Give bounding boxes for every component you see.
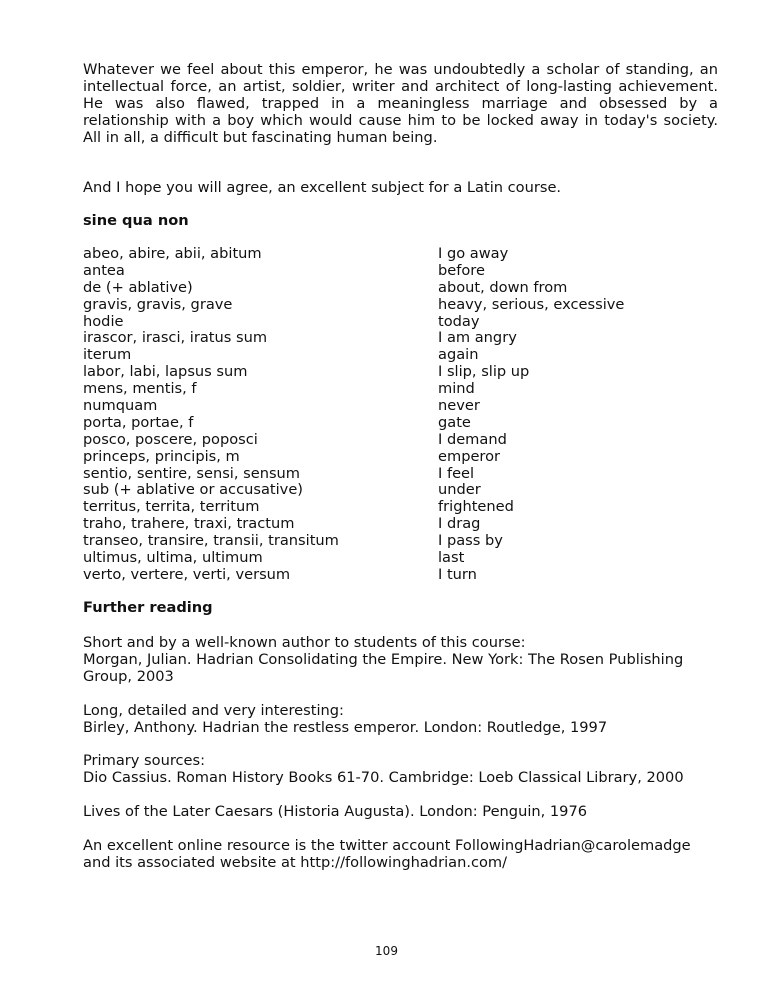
short-reading-intro: Short and by a well-known author to students of this course:: [83, 634, 526, 651]
vocab-latin: traho, trahere, traxi, tractum: [83, 515, 295, 533]
vocab-row: [83, 398, 723, 415]
vocab-english: before: [438, 261, 485, 279]
vocab-row: [83, 432, 723, 449]
vocab-row: [83, 381, 723, 398]
vocab-english: I feel: [438, 464, 475, 482]
vocab-latin: porta, portae, f: [83, 413, 194, 431]
vocab-english: I drag: [438, 515, 481, 533]
vocab-row: [83, 347, 723, 364]
vocab-row: [83, 246, 723, 263]
vocab-row: [83, 567, 723, 584]
primary-sources-intro: Primary sources:: [83, 752, 206, 769]
vocabulary-list: [83, 246, 723, 584]
vocab-english: frightened: [438, 498, 514, 516]
intro-paragraph-1: Whatever we feel about this emperor, he was undoubtedly a scholar of standing, an intellectual force, an artist, soldier, writer and architect of long-lasting achievement. He was also flawed, trapped in a meaningless marriage and obsessed by a relationship with a boy which would cause him to be locked away in today's society. All in all, a difficult but fascinating human being.: [83, 61, 718, 146]
vocab-row: [83, 449, 723, 466]
vocab-english: heavy, serious, excessive: [438, 295, 625, 313]
page-number: 109: [375, 944, 398, 958]
vocab-row: [83, 314, 723, 331]
vocab-english: gate: [438, 413, 471, 431]
vocab-latin: irascor, irasci, iratus sum: [83, 329, 268, 347]
vocab-english: never: [438, 397, 480, 415]
vocab-row: [83, 415, 723, 432]
vocab-row: [83, 466, 723, 483]
vocab-latin: iterum: [83, 346, 132, 364]
intro-paragraph-2: And I hope you will agree, an excellent subject for a Latin course.: [83, 179, 562, 196]
vocab-row: [83, 550, 723, 567]
vocab-row: [83, 533, 723, 550]
vocab-row: [83, 263, 723, 280]
vocab-row: [83, 516, 723, 533]
vocab-row: [83, 364, 723, 381]
vocab-latin: transeo, transire, transii, transitum: [83, 532, 339, 550]
vocab-latin: sentio, sentire, sensi, sensum: [83, 464, 301, 482]
vocab-row: [83, 280, 723, 297]
lives-reference: Lives of the Later Caesars (Historia Augusta). London: Penguin, 1976: [83, 803, 588, 820]
vocab-english: again: [438, 346, 479, 364]
online-resource: An excellent online resource is the twitter account FollowingHadrian@carolemadge and its associated website at http://followinghadrian.com/: [83, 837, 691, 871]
vocab-latin: mens, mentis, f: [83, 380, 197, 398]
vocab-latin: princeps, principis, m: [83, 447, 240, 465]
vocab-english: emperor: [438, 447, 501, 465]
vocab-row: [83, 499, 723, 516]
vocab-row: [83, 297, 723, 314]
vocab-latin: antea: [83, 261, 125, 279]
vocab-latin: de (+ ablative): [83, 278, 193, 296]
vocab-english: I am angry: [438, 329, 517, 347]
vocab-latin: posco, poscere, poposci: [83, 430, 258, 448]
vocab-latin: sub (+ ablative or accusative): [83, 481, 303, 499]
further-reading-heading: Further reading: [83, 599, 213, 616]
vocab-latin: verto, vertere, verti, versum: [83, 565, 291, 583]
long-reading-reference: Birley, Anthony. Hadrian the restless emperor. London: Routledge, 1997: [83, 719, 608, 736]
vocab-english: I turn: [438, 565, 477, 583]
vocab-english: I demand: [438, 430, 507, 448]
vocab-row: [83, 330, 723, 347]
vocab-latin: gravis, gravis, grave: [83, 295, 233, 313]
vocab-latin: numquam: [83, 397, 158, 415]
vocab-latin: labor, labi, lapsus sum: [83, 363, 248, 381]
vocab-english: I pass by: [438, 532, 503, 550]
vocabulary-heading: sine qua non: [83, 212, 189, 229]
vocab-row: [83, 482, 723, 499]
vocab-english: I go away: [438, 245, 509, 262]
vocab-english: under: [438, 481, 481, 499]
vocab-english: I slip, slip up: [438, 363, 530, 381]
vocab-latin: ultimus, ultima, ultimum: [83, 549, 263, 567]
vocab-latin: hodie: [83, 312, 124, 330]
primary-sources-reference: Dio Cassius. Roman History Books 61-70. Cambridge: Loeb Classical Library, 2000: [83, 769, 684, 786]
vocab-english: today: [438, 312, 480, 330]
long-reading-intro: Long, detailed and very interesting:: [83, 702, 344, 719]
vocab-english: about, down from: [438, 278, 568, 296]
vocab-latin: territus, territa, territum: [83, 498, 260, 516]
short-reading-reference: Morgan, Julian. Hadrian Consolidating the Empire. New York: The Rosen Publishing Group, 2003: [83, 651, 684, 685]
vocab-english: mind: [438, 380, 475, 398]
vocab-latin: abeo, abire, abii, abitum: [83, 245, 262, 262]
vocab-english: last: [438, 549, 465, 567]
